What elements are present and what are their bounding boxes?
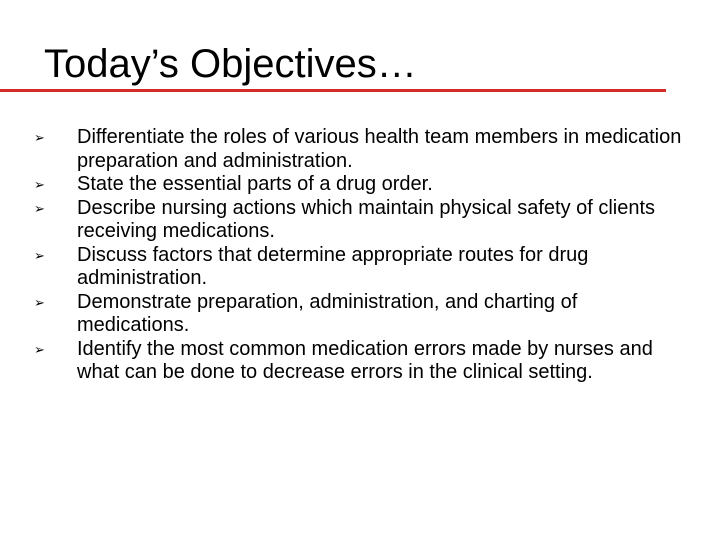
title-underline-rule [0, 89, 666, 92]
objective-item [34, 243, 687, 291]
objective-text: Discuss factors that determine appropriate routes for drug administration. [77, 243, 589, 289]
arrowhead-bullet-icon: ➢ [34, 200, 45, 216]
objective-text: Demonstrate preparation, administration, and charting of medications. [77, 290, 578, 336]
objective-item [34, 173, 687, 197]
arrowhead-bullet-icon: ➢ [34, 294, 45, 310]
objective-text: Describe nursing actions which maintain physical safety of clients receiving medications. [77, 196, 656, 242]
arrowhead-bullet-icon: ➢ [34, 130, 45, 145]
objective-text: State the essential parts of a drug order. [77, 173, 433, 195]
objective-item [34, 337, 687, 385]
objective-item [34, 290, 687, 338]
arrowhead-bullet-icon: ➢ [34, 341, 45, 357]
objective-text: Differentiate the roles of various health team members in medication preparation and administration. [77, 126, 682, 172]
objectives-list [34, 126, 687, 385]
objective-item [34, 196, 687, 244]
arrowhead-bullet-icon: ➢ [34, 177, 45, 192]
objective-text: Identify the most common medication errors made by nurses and what can be done to decrease errors in the clinical setting. [77, 337, 653, 383]
objective-item [34, 126, 687, 173]
arrowhead-bullet-icon: ➢ [34, 247, 45, 263]
slide-title: Today’s Objectives… [44, 42, 417, 86]
